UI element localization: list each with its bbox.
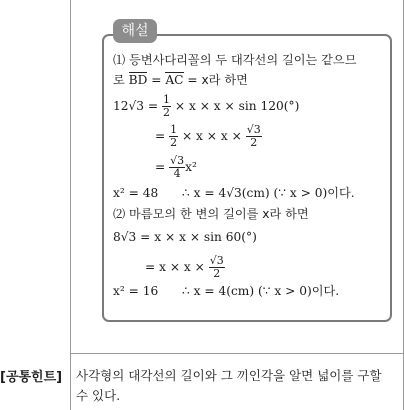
eq-b-middle: × x × x × [178,129,246,143]
common-hint-label: [공통힌트] [0,370,63,385]
part2-result-value: ∴ x = 4(cm) (∵ x > 0)이다. [182,284,340,298]
eq-b-denominator: 2 [170,136,178,149]
p2-eq-b-lhs: = x × x × [145,260,209,274]
eq-a-lhs: 12√3 = [113,99,162,113]
eq-a-rhs: × x × x × sin 120(°) [171,99,300,113]
part1-intro-line1: ⑴ 등변사다리꼴의 두 대각선의 길이는 같으므 [113,53,357,67]
segment-bd: BD [128,73,148,87]
part1-equation-b [155,124,262,149]
part2-equation-b [145,255,225,280]
eq-a-numerator: 1 [163,93,170,106]
part2-result-square: x² = 16 [113,284,159,298]
part1-result-square: x² = 48 [113,186,159,200]
p2-eq-b-denominator: 2 [213,267,221,280]
eq-c-fraction [169,155,185,180]
eq-c-denominator: 4 [173,167,181,180]
eq-b-equals: = [155,129,170,143]
p2-eq-b-fraction [209,255,225,280]
eq-b-numerator2: √3 [246,123,261,136]
left-frame-line [70,0,71,410]
part1-result-value: ∴ x = 4√3(cm) (∵ x > 0)이다. [182,186,355,200]
eq-b-fraction2 [246,124,262,149]
eq-b-fraction [169,124,178,149]
part1-line2-end: = x라 하면 [183,73,248,87]
section-divider [70,353,404,354]
hint-line2: 수 있다. [76,388,121,403]
segment-ac: AC [165,73,184,87]
part1-equation-c [155,155,197,180]
hint-line1: 사각형의 대각선의 길이와 그 끼인각을 알면 넓이를 구할 [76,368,382,383]
eq-a-fraction [162,94,171,119]
eq-c-equals: = [155,160,170,174]
eq-a-denominator: 2 [163,106,170,119]
solution-badge: 해설 [113,19,157,43]
part1-intro-line2 [113,73,248,88]
eq-c-numerator: √3 [170,154,185,167]
p2-eq-b-numerator: √3 [209,254,224,267]
part2-equation-a: 8√3 = x × x × sin 60(°) [113,230,257,244]
eq-b-numerator: 1 [170,123,178,136]
part1-equation-a [113,94,299,119]
equals-sign: = [147,73,166,87]
eq-c-post: x² [185,160,197,174]
eq-b-denominator2: 2 [250,136,258,149]
part1-line2-start: 로 [113,73,129,87]
part2-intro-line: ⑵ 마름모의 한 변의 길이를 x라 하면 [113,207,309,221]
